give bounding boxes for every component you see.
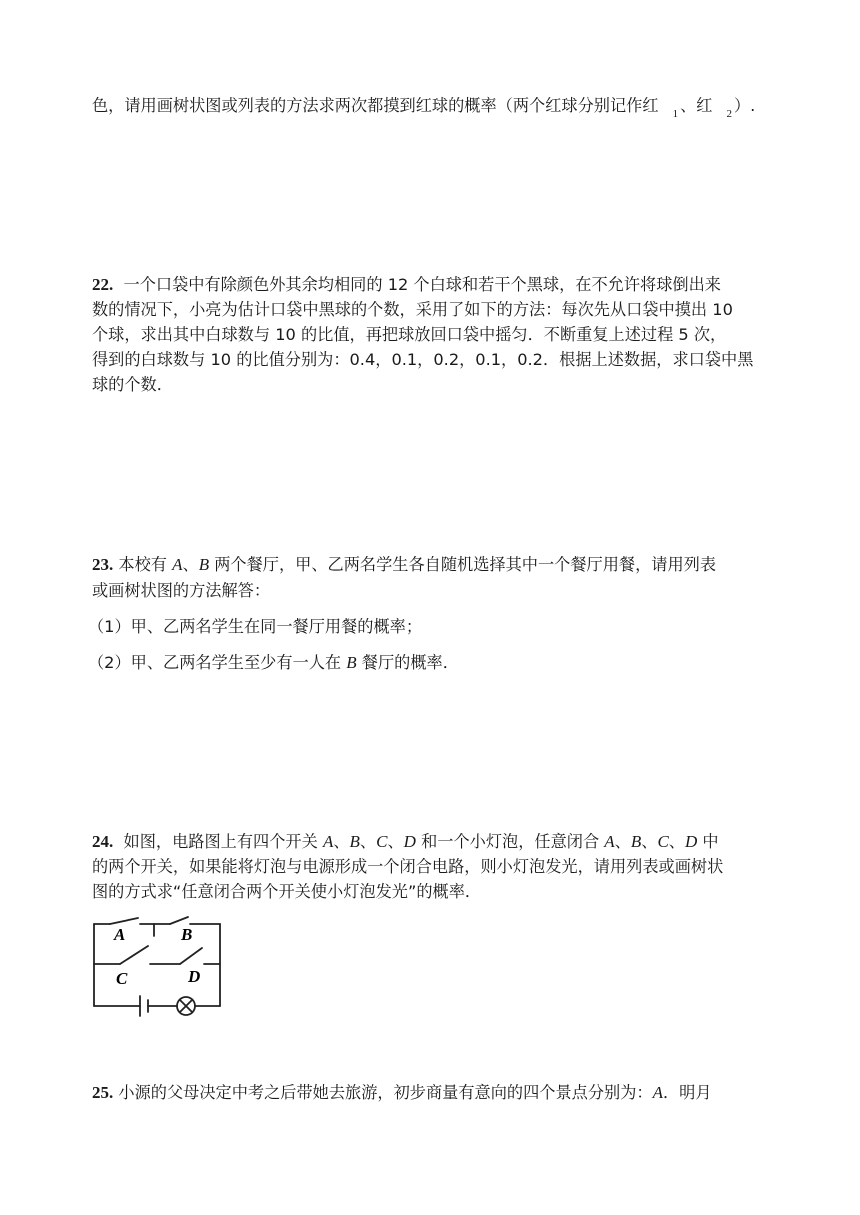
q23-line-1: 23. 本校有 A、B 两个餐厅，甲、乙两名学生各自随机选择其中一个餐厅用餐，请用列表 (92, 555, 717, 574)
q22-line-1: 22. 一个口袋中有除颜色外其余均相同的 12 个白球和若干个黑球，在不允许将球倒出来 (92, 275, 721, 294)
switch-label-c: C (116, 969, 128, 988)
q24-line-1: 24. 如图，电路图上有四个开关 A、B、C、D 和一个小灯泡，任意闭合 A、B、C、D 中 (92, 832, 719, 851)
question-number: 25. (92, 1083, 114, 1102)
q22-line-3: 个球，求出其中白球数与 10 的比值，再把球放回口袋中摇匀．不断重复上述过程 5 次， (92, 325, 727, 344)
subscript-2: 2 (726, 108, 732, 120)
q21-tail-line: 色，请用画树状图或列表的方法求两次都摸到红球的概率（两个红球分别记作红 $_1$ 、红 $_2$ ）. (92, 96, 756, 120)
q23-line-2: 或画树状图的方法解答： (92, 581, 271, 600)
q22-line-2: 数的情况下，小亮为估计口袋中黑球的个数，采用了如下的方法：每次先从口袋中摸出 10 (92, 300, 733, 319)
q22-line-4: 得到的白球数与 10 的比值分别为：0.4，0.1，0.2，0.1，0.2．根据上述数据，求口袋中黑 (92, 350, 754, 369)
circuit-diagram (90, 916, 226, 1024)
question-number: 24. (92, 832, 114, 851)
q24-line-3: 图的方式求“任意闭合两个开关使小灯泡发光”的概率． (92, 882, 482, 901)
subscript-1: 1 (672, 108, 679, 120)
q23-part-2: （2）甲、乙两名学生至少有一人在 B 餐厅的概率． (88, 653, 459, 672)
switch-label-b: B (181, 925, 193, 944)
q23-part-1: （1）甲、乙两名学生在同一餐厅用餐的概率； (88, 617, 423, 636)
q24-line-2: 的两个开关，如果能将灯泡与电源形成一个闭合电路，则小灯泡发光，请用列表或画树状 (92, 857, 724, 876)
question-number: 22. (92, 275, 114, 294)
q22-line-5: 球的个数． (92, 375, 173, 394)
switch-label-a: A (114, 925, 126, 944)
switch-label-d: D (188, 967, 201, 986)
question-number: 23. (92, 555, 114, 574)
q25-line-1: 25. 小源的父母决定中考之后带她去旅游，初步商量有意向的四个景点分别为：A．明月 (92, 1083, 712, 1102)
